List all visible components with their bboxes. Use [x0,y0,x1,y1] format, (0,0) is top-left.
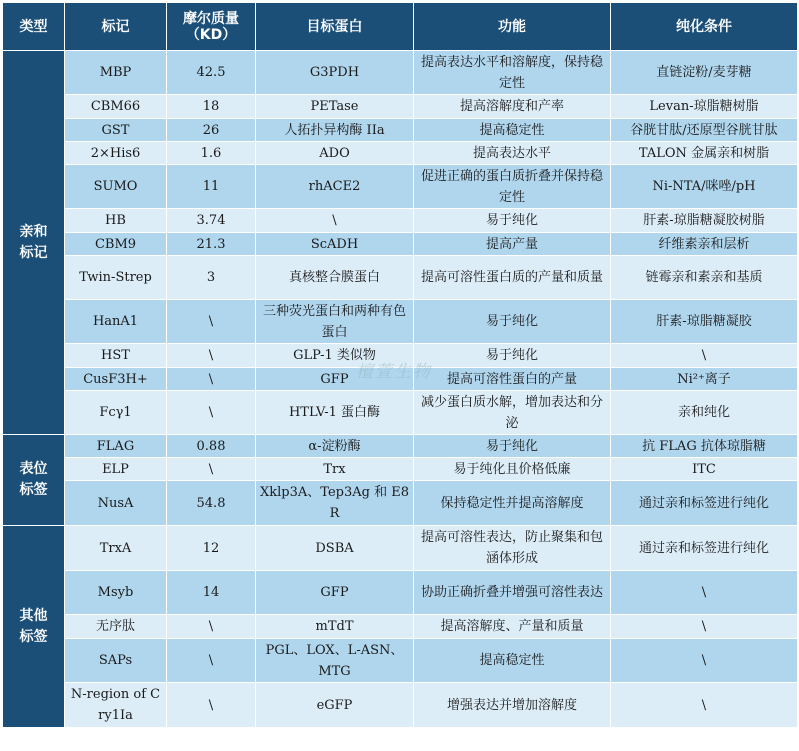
cell-target-protein: G3PDH [256,51,414,95]
cell-molar-mass: 0.88 [167,435,256,458]
table-row [3,435,798,458]
cell-tag-name: CBM9 [65,233,167,256]
cell-tag-name: CBM66 [65,95,167,119]
cell-target-protein: ScADH [256,233,414,256]
cell-molar-mass: \ [167,458,256,481]
cell-purification-conditions: \ [611,615,798,639]
header-function: 功能 [414,3,611,51]
fusion-tag-table [2,2,798,728]
cell-purification-conditions: Ni²⁺离子 [611,368,798,391]
cell-molar-mass: 21.3 [167,233,256,256]
cell-function: 易于纯化 [414,300,611,344]
table-row [3,683,798,728]
group-epitope-tags: 表位标签 [3,435,65,526]
cell-molar-mass: 3 [167,256,256,300]
cell-target-protein: rhACE2 [256,165,414,209]
cell-molar-mass: 3.74 [167,209,256,233]
cell-target-protein: PGL、LOX、L-ASN、MTG [256,639,414,683]
cell-purification-conditions: Levan-琼脂糖树脂 [611,95,798,119]
cell-function: 提高稳定性 [414,119,611,142]
cell-molar-mass: 42.5 [167,51,256,95]
cell-function: 促进正确的蛋白质折叠并保持稳定性 [414,165,611,209]
cell-molar-mass: \ [167,639,256,683]
cell-target-protein: ADO [256,142,414,165]
cell-tag-name: CusF3H+ [65,368,167,391]
cell-target-protein: PETase [256,95,414,119]
table-row [3,233,798,256]
cell-purification-conditions: 肝素-琼脂糖凝胶树脂 [611,209,798,233]
cell-target-protein: mTdT [256,615,414,639]
cell-function: 协助正确折叠并增强可溶性表达 [414,571,611,615]
cell-molar-mass: \ [167,391,256,435]
cell-function: 提高可溶性蛋白质的产量和质量 [414,256,611,300]
cell-molar-mass: 11 [167,165,256,209]
cell-purification-conditions: ITC [611,458,798,481]
cell-tag-name: SUMO [65,165,167,209]
cell-molar-mass: \ [167,368,256,391]
cell-molar-mass: \ [167,683,256,728]
cell-target-protein: Trx [256,458,414,481]
table-row [3,209,798,233]
header-type: 类型 [3,3,65,51]
cell-tag-name: 无序肽 [65,615,167,639]
cell-function: 提高溶解度、产量和质量 [414,615,611,639]
cell-purification-conditions: 肝素-琼脂糖凝胶 [611,300,798,344]
cell-tag-name: HB [65,209,167,233]
cell-target-protein: 人拓扑异构酶 IIa [256,119,414,142]
cell-function: 提高产量 [414,233,611,256]
cell-tag-name: Twin-Strep [65,256,167,300]
cell-function: 提高表达水平 [414,142,611,165]
cell-molar-mass: 14 [167,571,256,615]
cell-purification-conditions: \ [611,639,798,683]
table-row [3,526,798,571]
header-molar-mass: 摩尔质量（KD） [167,3,256,51]
cell-function: 保持稳定性并提高溶解度 [414,481,611,526]
table-row [3,368,798,391]
cell-molar-mass: \ [167,344,256,368]
cell-tag-name: FLAG [65,435,167,458]
cell-tag-name: HanA1 [65,300,167,344]
cell-purification-conditions: Ni-NTA/咪唑/pH [611,165,798,209]
cell-function: 易于纯化 [414,344,611,368]
cell-target-protein: Xklp3A、Tep3Ag 和 E8R [256,481,414,526]
cell-molar-mass: 54.8 [167,481,256,526]
cell-target-protein: GFP [256,368,414,391]
cell-target-protein: GLP-1 类似物 [256,344,414,368]
table-row [3,142,798,165]
cell-molar-mass: 26 [167,119,256,142]
cell-function: 提高可溶性蛋白的产量 [414,368,611,391]
table-row [3,256,798,300]
cell-tag-name: N-region of Cry1Ia [65,683,167,728]
cell-target-protein: eGFP [256,683,414,728]
cell-purification-conditions: \ [611,683,798,728]
cell-function: 提高溶解度和产率 [414,95,611,119]
cell-target-protein: 三种荧光蛋白和两种有色蛋白 [256,300,414,344]
group-other-tags: 其他标签 [3,526,65,728]
table-row [3,344,798,368]
cell-tag-name: ELP [65,458,167,481]
cell-function: 减少蛋白质水解，增加表达和分泌 [414,391,611,435]
cell-function: 易于纯化且价格低廉 [414,458,611,481]
cell-target-protein: HTLV-1 蛋白酶 [256,391,414,435]
cell-target-protein: DSBA [256,526,414,571]
cell-molar-mass: 18 [167,95,256,119]
cell-tag-name: TrxA [65,526,167,571]
cell-tag-name: SAPs [65,639,167,683]
table-row [3,95,798,119]
cell-purification-conditions: 亲和纯化 [611,391,798,435]
cell-purification-conditions: 纤维素亲和层析 [611,233,798,256]
cell-target-protein: α-淀粉酶 [256,435,414,458]
header-target-protein: 目标蛋白 [256,3,414,51]
cell-target-protein: \ [256,209,414,233]
cell-molar-mass: \ [167,300,256,344]
cell-purification-conditions: \ [611,344,798,368]
table-row [3,639,798,683]
cell-target-protein: 真核整合膜蛋白 [256,256,414,300]
cell-function: 易于纯化 [414,209,611,233]
cell-tag-name: Fcγ1 [65,391,167,435]
cell-function: 提高稳定性 [414,639,611,683]
cell-function: 易于纯化 [414,435,611,458]
cell-tag-name: MBP [65,51,167,95]
table-row [3,119,798,142]
cell-purification-conditions: 链霉亲和素亲和基质 [611,256,798,300]
table-row [3,165,798,209]
header-purification: 纯化条件 [611,3,798,51]
cell-tag-name: GST [65,119,167,142]
cell-tag-name: Msyb [65,571,167,615]
table-row [3,571,798,615]
cell-tag-name: NusA [65,481,167,526]
table-row [3,391,798,435]
cell-function: 提高可溶性表达，防止聚集和包涵体形成 [414,526,611,571]
cell-purification-conditions: 通过亲和标签进行纯化 [611,526,798,571]
watermark: 檀萱生物 [356,362,432,382]
cell-molar-mass: 12 [167,526,256,571]
table-row [3,458,798,481]
header-row [3,3,798,51]
cell-function: 增强表达并增加溶解度 [414,683,611,728]
cell-tag-name: HST [65,344,167,368]
table-row [3,615,798,639]
header-tag: 标记 [65,3,167,51]
cell-purification-conditions: 直链淀粉/麦芽糖 [611,51,798,95]
cell-purification-conditions: \ [611,571,798,615]
cell-target-protein: GFP [256,571,414,615]
table-row [3,481,798,526]
cell-purification-conditions: 谷胱甘肽/还原型谷胱甘肽 [611,119,798,142]
cell-tag-name: 2×His6 [65,142,167,165]
group-affinity-tags: 亲和标记 [3,51,65,435]
cell-molar-mass: 1.6 [167,142,256,165]
cell-molar-mass: \ [167,615,256,639]
table-row [3,51,798,95]
cell-purification-conditions: 抗 FLAG 抗体琼脂糖 [611,435,798,458]
cell-purification-conditions: TALON 金属亲和树脂 [611,142,798,165]
cell-purification-conditions: 通过亲和标签进行纯化 [611,481,798,526]
table-row [3,300,798,344]
cell-function: 提高表达水平和溶解度，保持稳定性 [414,51,611,95]
